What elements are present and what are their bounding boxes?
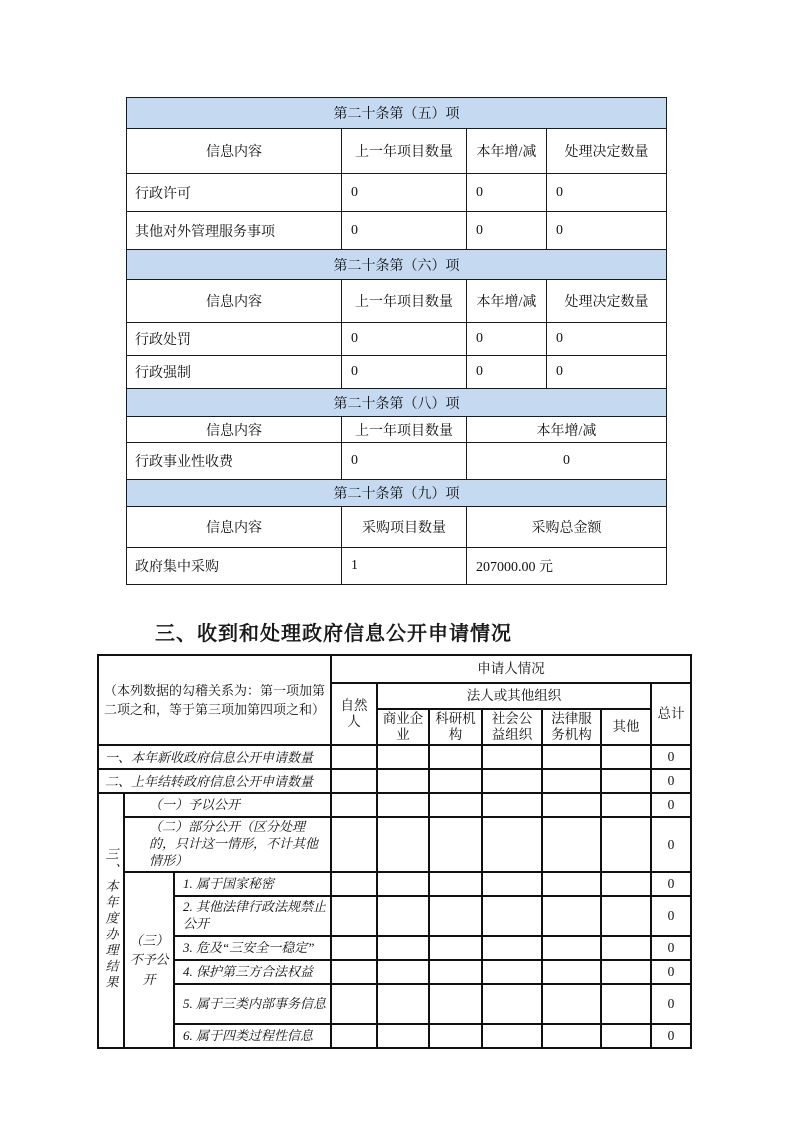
table-row: [98, 896, 691, 936]
value-cell: [331, 1024, 377, 1048]
value-cell: 0: [547, 356, 667, 389]
table-row: [127, 548, 667, 585]
value-cell: [482, 896, 542, 936]
value-cell: [482, 1024, 542, 1048]
value-cell: 0: [342, 323, 467, 356]
row-label: 2. 其他法律行政法规禁止公开: [174, 896, 331, 936]
value-cell: [601, 872, 651, 896]
column-header: 信息内容: [127, 280, 342, 323]
row-label: 行政处罚: [127, 323, 342, 356]
column-header: 信息内容: [127, 417, 342, 443]
value-cell: [377, 793, 429, 817]
value-cell: [601, 793, 651, 817]
column-header: 信息内容: [127, 507, 342, 548]
value-cell: [482, 817, 542, 872]
value-cell: [429, 745, 482, 769]
value-cell: [429, 1024, 482, 1048]
column-header: 信息内容: [127, 129, 342, 174]
row-label: 1. 属于国家秘密: [174, 872, 331, 896]
value-cell: [377, 817, 429, 872]
value-cell: [429, 817, 482, 872]
header-applicant-status: 申请人情况: [331, 655, 691, 683]
value-cell: [601, 769, 651, 793]
table-row: [98, 984, 691, 1024]
value-cell: [429, 984, 482, 1024]
column-header: 上一年项目数量: [342, 417, 467, 443]
value-cell: [331, 817, 377, 872]
value-cell: 0: [342, 212, 467, 250]
value-cell: [429, 896, 482, 936]
header-other: 其他: [601, 709, 651, 745]
total-cell: 0: [651, 960, 691, 984]
value-cell: [542, 1024, 601, 1048]
value-cell: [377, 984, 429, 1024]
value-cell: 0: [467, 356, 547, 389]
row-label: 行政许可: [127, 174, 342, 212]
table-row: [98, 745, 691, 769]
value-cell: [331, 936, 377, 960]
row-label: 其他对外管理服务事项: [127, 212, 342, 250]
total-cell: 0: [651, 817, 691, 872]
value-cell: [482, 769, 542, 793]
row-label: 3. 危及“三安全一稳定”: [174, 936, 331, 960]
request-handling-table: [97, 654, 692, 1049]
header-research: 科研机构: [429, 709, 482, 745]
value-cell: [482, 793, 542, 817]
table-row: [98, 960, 691, 984]
header-legal-service: 法律服务机构: [542, 709, 601, 745]
table-title-item5: 第二十条第（五）项: [127, 98, 667, 129]
value-cell: [601, 817, 651, 872]
value-cell: [601, 984, 651, 1024]
value-cell: [429, 872, 482, 896]
value-cell: [542, 817, 601, 872]
value-cell: 207000.00 元: [467, 548, 667, 585]
column-header: 处理决定数量: [547, 129, 667, 174]
table-row: [127, 323, 667, 356]
value-cell: [601, 745, 651, 769]
value-cell: 0: [467, 174, 547, 212]
table-title-item8: 第二十条第（八）项: [127, 389, 667, 417]
row-label: （二）部分公开（区分处理的，只计这一情形，不计其他情形）: [124, 817, 331, 872]
value-cell: [482, 936, 542, 960]
table-row: [127, 443, 667, 480]
value-cell: [377, 769, 429, 793]
total-cell: 0: [651, 896, 691, 936]
value-cell: [331, 984, 377, 1024]
value-cell: [377, 896, 429, 936]
table-row: [98, 817, 691, 872]
value-cell: 0: [467, 212, 547, 250]
value-cell: [542, 769, 601, 793]
value-cell: [331, 745, 377, 769]
value-cell: 0: [547, 212, 667, 250]
total-cell: 0: [651, 1024, 691, 1048]
value-cell: [429, 960, 482, 984]
header-total: 总计: [651, 683, 691, 745]
row-label: 6. 属于四类过程性信息: [174, 1024, 331, 1048]
value-cell: [482, 745, 542, 769]
value-cell: [377, 745, 429, 769]
value-cell: 0: [342, 443, 467, 480]
header-public-welfare: 社会公益组织: [482, 709, 542, 745]
header-commercial: 商业企业: [377, 709, 429, 745]
value-cell: [331, 872, 377, 896]
value-cell: [331, 793, 377, 817]
table-row: [98, 872, 691, 896]
value-cell: 0: [547, 174, 667, 212]
table-title-item6: 第二十条第（六）项: [127, 250, 667, 280]
column-header: 本年增/减: [467, 129, 547, 174]
section-heading: 三、收到和处理政府信息公开申请情况: [155, 623, 512, 645]
value-cell: 0: [342, 174, 467, 212]
table-row: [98, 936, 691, 960]
value-cell: 0: [467, 443, 667, 480]
row-label: 行政强制: [127, 356, 342, 389]
total-cell: 0: [651, 936, 691, 960]
table-row: [127, 356, 667, 389]
value-cell: [331, 769, 377, 793]
group-label-annual-results: 三、本年度办理结果: [98, 793, 124, 1048]
total-cell: 0: [651, 872, 691, 896]
column-header: 处理决定数量: [547, 280, 667, 323]
value-cell: [542, 745, 601, 769]
table-title-item9: 第二十条第（九）项: [127, 480, 667, 507]
total-cell: 0: [651, 984, 691, 1024]
reconciliation-note: （本列数据的勾稽关系为：第一项加第二项之和，等于第三项加第四项之和）: [98, 655, 331, 745]
value-cell: 0: [467, 323, 547, 356]
total-cell: 0: [651, 793, 691, 817]
total-cell: 0: [651, 769, 691, 793]
row-label: 行政事业性收费: [127, 443, 342, 480]
value-cell: [601, 936, 651, 960]
value-cell: [482, 872, 542, 896]
table-row: [127, 212, 667, 250]
column-header: 采购项目数量: [342, 507, 467, 548]
table-row: [98, 1024, 691, 1048]
value-cell: 1: [342, 548, 467, 585]
row-label: 政府集中采购: [127, 548, 342, 585]
table-row: [98, 793, 691, 817]
row-label: 4. 保护第三方合法权益: [174, 960, 331, 984]
value-cell: 0: [547, 323, 667, 356]
value-cell: [601, 960, 651, 984]
column-header: 上一年项目数量: [342, 280, 467, 323]
value-cell: [377, 960, 429, 984]
column-header: 本年增/减: [467, 280, 547, 323]
value-cell: [542, 960, 601, 984]
value-cell: [482, 984, 542, 1024]
column-header: 上一年项目数量: [342, 129, 467, 174]
row-label: 二、上年结转政府信息公开申请数量: [98, 769, 331, 793]
value-cell: 0: [342, 356, 467, 389]
value-cell: [377, 1024, 429, 1048]
value-cell: [429, 769, 482, 793]
value-cell: [377, 936, 429, 960]
value-cell: [601, 896, 651, 936]
value-cell: [377, 872, 429, 896]
value-cell: [429, 793, 482, 817]
value-cell: [542, 793, 601, 817]
value-cell: [482, 960, 542, 984]
row-label: （一）予以公开: [124, 793, 331, 817]
article-20-tables: [126, 97, 667, 585]
column-header: 采购总金额: [467, 507, 667, 548]
header-legal-org: 法人或其他组织: [377, 683, 651, 709]
total-cell: 0: [651, 745, 691, 769]
value-cell: [331, 896, 377, 936]
group-label-denied: （三）不予公开: [124, 872, 174, 1048]
row-label: 5. 属于三类内部事务信息: [174, 984, 331, 1024]
value-cell: [601, 1024, 651, 1048]
value-cell: [542, 984, 601, 1024]
value-cell: [542, 872, 601, 896]
table-row: [127, 174, 667, 212]
table-row: [98, 769, 691, 793]
column-header: 本年增/减: [467, 417, 667, 443]
value-cell: [429, 936, 482, 960]
value-cell: [331, 960, 377, 984]
value-cell: [542, 936, 601, 960]
header-natural-person: 自然人: [331, 683, 377, 745]
row-label: 一、本年新收政府信息公开申请数量: [98, 745, 331, 769]
value-cell: [542, 896, 601, 936]
